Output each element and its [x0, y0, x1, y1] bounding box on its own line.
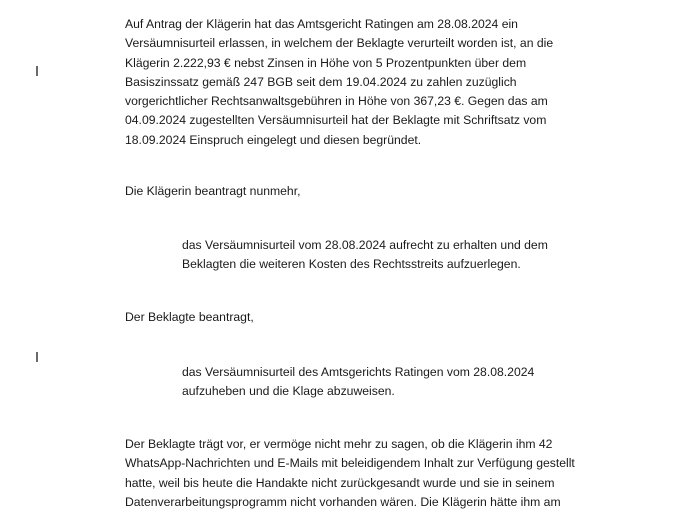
text-line: vorgerichtlicher Rechtsanwaltsgebühren in Höhe von 367,23 €. Gegen das am: [125, 94, 548, 109]
motion-defendant: [182, 363, 534, 402]
margin-mark-top: [36, 66, 38, 76]
text-line: aufzuheben und die Klage abzuweisen.: [182, 384, 395, 399]
text-line: Beklagten die weiteren Kosten des Rechtsstreits aufzuerlegen.: [182, 257, 521, 272]
text-line: Versäumnisurteil erlassen, in welchem der Beklagte verurteilt worden ist, an die: [125, 36, 554, 51]
text-line: Klägerin 2.222,93 € nebst Zinsen in Höhe von 5 Prozentpunkten über dem: [125, 55, 527, 70]
text-line: hatte, weil bis heute die Handakte nicht zurückgesandt wurde und sie in seinem: [125, 475, 555, 490]
text-line: Der Beklagte trägt vor, er vermöge nicht mehr zu sagen, ob die Klägerin ihm 42: [125, 437, 553, 451]
text-line: Die Klägerin beantragt nunmehr,: [125, 184, 301, 198]
text-line: Der Beklagte beantragt,: [125, 310, 254, 324]
text-line: Basiszinssatz gemäß 247 BGB seit dem 19.04.2024 zu zahlen zuzüglich: [125, 74, 517, 89]
text-line: das Versäumnisurteil des Amtsgerichts Ratingen vom 28.08.2024: [182, 365, 535, 379]
text-line: das Versäumnisurteil vom 28.08.2024 aufrecht zu erhalten und dem: [182, 238, 548, 252]
text-line: 04.09.2024 zugestellten Versäumnisurteil hat der Beklagte mit Schriftsatz vom: [125, 113, 547, 128]
margin-mark-middle: [36, 352, 38, 362]
text-line: Auf Antrag der Klägerin hat das Amtsgericht Ratingen am 28.08.2024 ein: [125, 17, 518, 31]
paragraph-defendant-request: [125, 308, 254, 327]
text-line: WhatsApp-Nachrichten und E-Mails mit beleidigendem Inhalt zur Verfügung gestellt: [125, 456, 575, 471]
paragraph-default-judgment: [125, 15, 553, 150]
paragraph-plaintiff-request: [125, 182, 300, 201]
text-line: 18.09.2024 Einspruch eingelegt und diesen begründet.: [125, 132, 422, 147]
text-line: Datenverarbeitungsprogramm nicht vorhanden wären. Die Klägerin hätte ihm am: [125, 494, 561, 509]
paragraph-defendant-argument: [125, 435, 575, 512]
motion-plaintiff: [182, 236, 548, 275]
